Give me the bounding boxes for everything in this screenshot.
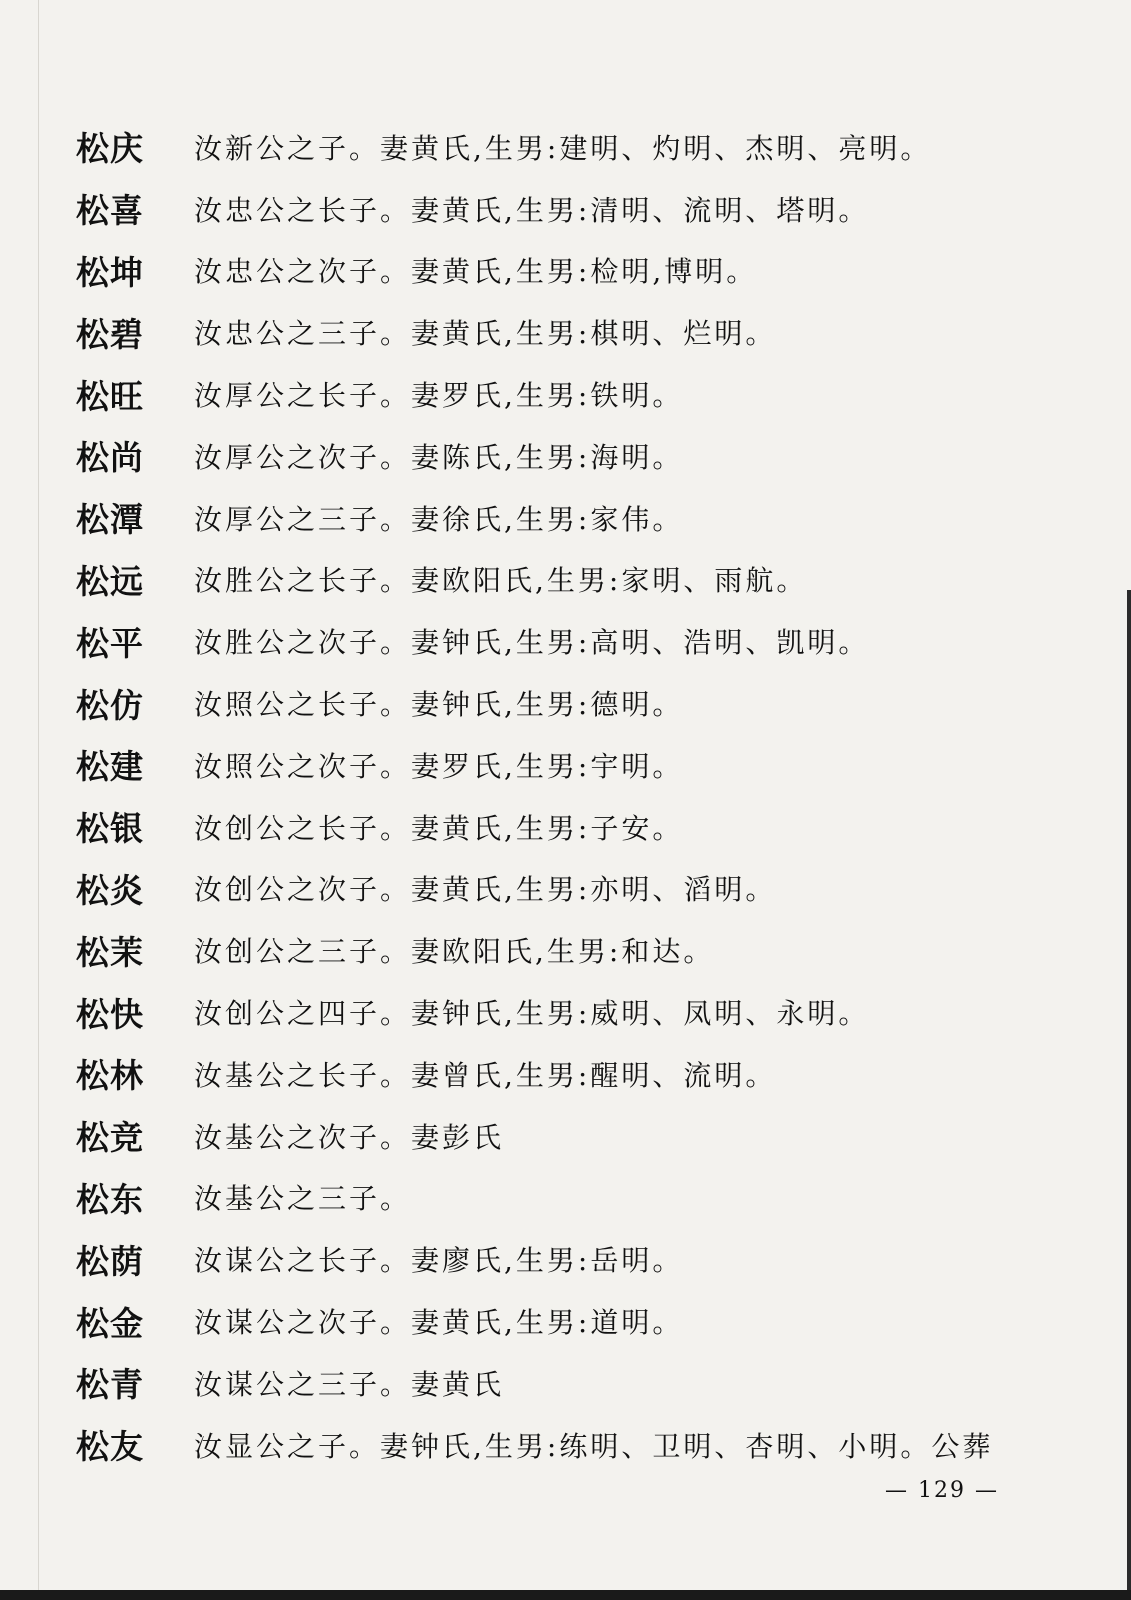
entry-name: 松青 xyxy=(76,1365,144,1405)
genealogy-entry xyxy=(76,1228,1086,1290)
entry-name: 松荫 xyxy=(76,1241,144,1281)
genealogy-entry xyxy=(76,858,1086,920)
entry-name: 松平 xyxy=(76,623,144,663)
genealogy-entry xyxy=(76,919,1086,981)
genealogy-entry xyxy=(76,796,1086,858)
entry-description: 汝胜公之长子。妻欧阳氏,生男:家明、雨航。 xyxy=(194,564,808,598)
genealogy-entry xyxy=(76,1043,1086,1105)
genealogy-entry xyxy=(76,1105,1086,1167)
genealogy-entry xyxy=(76,116,1086,178)
entry-name: 松林 xyxy=(76,1056,144,1096)
entry-name: 松庆 xyxy=(76,129,144,169)
genealogy-entry xyxy=(76,1352,1086,1414)
genealogy-entry xyxy=(76,487,1086,549)
genealogy-entry xyxy=(76,1167,1086,1229)
entry-name: 松竞 xyxy=(76,1118,144,1158)
entry-description: 汝谋公之次子。妻黄氏,生男:道明。 xyxy=(194,1306,684,1340)
entry-name: 松金 xyxy=(76,1303,144,1343)
entry-name: 松远 xyxy=(76,561,144,601)
entry-name: 松建 xyxy=(76,747,144,787)
entry-name: 松银 xyxy=(76,809,144,849)
entry-description: 汝谋公之长子。妻廖氏,生男:岳明。 xyxy=(194,1244,684,1278)
entry-description: 汝忠公之次子。妻黄氏,生男:检明,博明。 xyxy=(194,255,758,289)
entry-description: 汝基公之次子。妻彭氏 xyxy=(194,1120,505,1154)
entry-description: 汝基公之三子。 xyxy=(194,1182,412,1216)
genealogy-entry xyxy=(76,240,1086,302)
entry-description: 汝照公之长子。妻钟氏,生男:德明。 xyxy=(194,688,684,722)
entry-name: 松快 xyxy=(76,994,144,1034)
genealogy-entry xyxy=(76,425,1086,487)
entry-description: 汝创公之三子。妻欧阳氏,生男:和达。 xyxy=(194,935,715,969)
genealogy-entry-list xyxy=(76,116,1086,1476)
entry-description: 汝忠公之长子。妻黄氏,生男:清明、流明、塔明。 xyxy=(194,193,870,227)
entry-description: 汝创公之次子。妻黄氏,生男:亦明、滔明。 xyxy=(194,873,777,907)
page-number: — 129 — xyxy=(885,1478,999,1503)
scan-bottom-edge xyxy=(0,1590,1131,1600)
genealogy-entry xyxy=(76,178,1086,240)
entry-name: 松坤 xyxy=(76,252,144,292)
entry-name: 松旺 xyxy=(76,376,144,416)
genealogy-entry xyxy=(76,363,1086,425)
entry-description: 汝照公之次子。妻罗氏,生男:宇明。 xyxy=(194,749,684,783)
entry-name: 松尚 xyxy=(76,438,144,478)
entry-description: 汝创公之四子。妻钟氏,生男:威明、凤明、永明。 xyxy=(194,997,870,1031)
genealogy-entry xyxy=(76,1414,1086,1476)
entry-description: 汝厚公之长子。妻罗氏,生男:铁明。 xyxy=(194,379,684,413)
genealogy-entry xyxy=(76,672,1086,734)
entry-description: 汝新公之子。妻黄氏,生男:建明、灼明、杰明、亮明。 xyxy=(194,131,932,165)
genealogy-entry xyxy=(76,301,1086,363)
entry-name: 松炎 xyxy=(76,870,144,910)
entry-description: 汝创公之长子。妻黄氏,生男:子安。 xyxy=(194,811,684,845)
entry-name: 松仿 xyxy=(76,685,144,725)
entry-description: 汝显公之子。妻钟氏,生男:练明、卫明、杏明、小明。公葬 xyxy=(194,1429,994,1463)
genealogy-entry xyxy=(76,610,1086,672)
entry-name: 松喜 xyxy=(76,191,144,231)
entry-description: 汝厚公之三子。妻徐氏,生男:家伟。 xyxy=(194,502,684,536)
genealogy-entry xyxy=(76,734,1086,796)
entry-name: 松东 xyxy=(76,1179,144,1219)
scan-margin-line xyxy=(38,0,39,1600)
entry-name: 松潭 xyxy=(76,500,144,540)
scan-edge-shadow xyxy=(1127,590,1131,1600)
entry-name: 松碧 xyxy=(76,314,144,354)
entry-description: 汝厚公之次子。妻陈氏,生男:海明。 xyxy=(194,440,684,474)
entry-description: 汝谋公之三子。妻黄氏 xyxy=(194,1367,505,1401)
entry-name: 松友 xyxy=(76,1427,144,1467)
genealogy-entry xyxy=(76,981,1086,1043)
genealogy-entry xyxy=(76,1290,1086,1352)
entry-description: 汝基公之长子。妻曾氏,生男:醒明、流明。 xyxy=(194,1058,777,1092)
entry-description: 汝忠公之三子。妻黄氏,生男:棋明、烂明。 xyxy=(194,317,777,351)
entry-name: 松茉 xyxy=(76,932,144,972)
genealogy-entry xyxy=(76,549,1086,611)
entry-description: 汝胜公之次子。妻钟氏,生男:高明、浩明、凯明。 xyxy=(194,626,870,660)
